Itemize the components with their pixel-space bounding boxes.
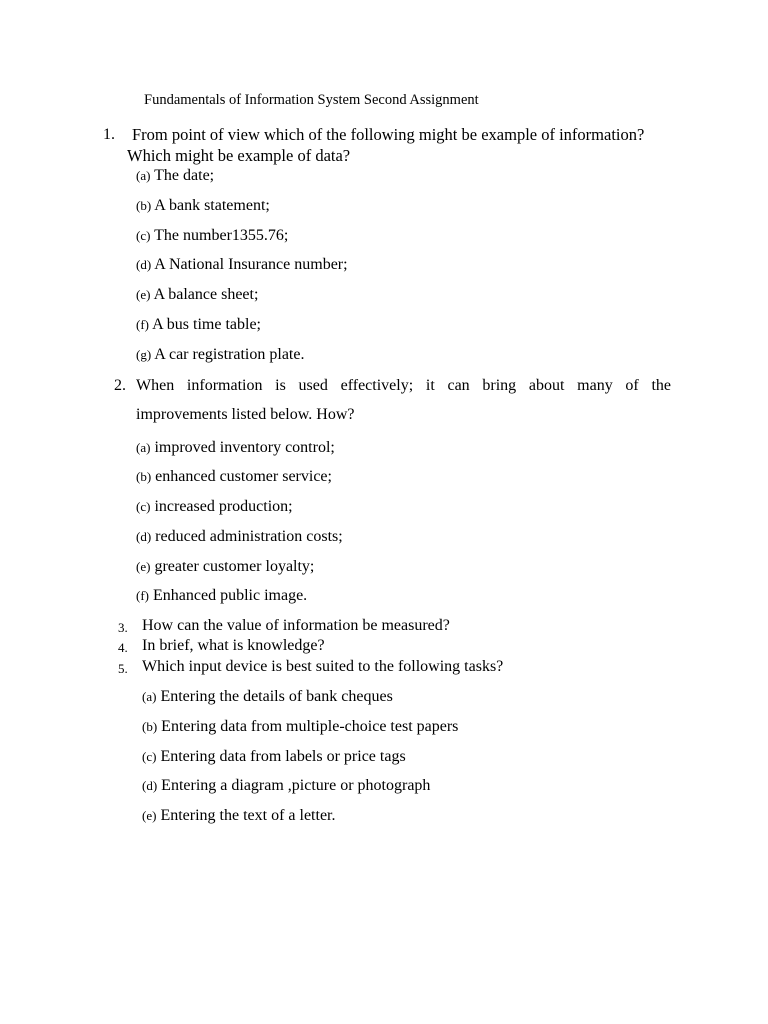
option-text: increased production; — [154, 498, 293, 515]
question-2-option-d — [136, 528, 343, 546]
question-2-option-f — [136, 587, 307, 605]
option-marker: (e) — [142, 808, 157, 823]
option-text: The date; — [154, 167, 215, 184]
question-2-option-b — [136, 468, 332, 486]
question-2-option-a — [136, 439, 335, 457]
option-marker: (d) — [142, 778, 158, 793]
option-text: Enhanced public image. — [153, 587, 308, 604]
document-title: Fundamentals of Information System Second Assignment — [144, 92, 479, 108]
option-text: improved inventory control; — [154, 439, 335, 456]
option-text: greater customer loyalty; — [154, 558, 315, 575]
option-marker: (e) — [136, 287, 151, 302]
question-2-number: 2. — [114, 377, 126, 394]
question-5-text: Which input device is best suited to the following tasks? — [142, 658, 504, 675]
option-text: A National Insurance number; — [154, 256, 348, 273]
option-marker: (c) — [142, 749, 157, 764]
question-2-option-c — [136, 498, 293, 516]
option-marker: (e) — [136, 559, 151, 574]
question-4-text: In brief, what is knowledge? — [142, 637, 325, 654]
option-marker: (d) — [136, 529, 152, 544]
option-text: Entering the text of a letter. — [160, 807, 336, 824]
option-marker: (f) — [136, 317, 149, 332]
question-1-option-e — [136, 286, 258, 304]
option-marker: (b) — [142, 719, 158, 734]
question-5-option-e — [142, 807, 335, 825]
option-text: enhanced customer service; — [155, 468, 332, 485]
question-5-option-a — [142, 688, 393, 706]
option-text: Entering a diagram ,picture or photograph — [161, 777, 431, 794]
question-1-option-c — [136, 227, 288, 245]
question-5-option-d — [142, 777, 430, 795]
question-3-number: 3. — [118, 620, 128, 635]
question-2-line-2: improvements listed below. How? — [136, 406, 355, 423]
question-1-option-a — [136, 167, 214, 185]
question-4-number: 4. — [118, 640, 128, 655]
question-3-text: How can the value of information be measured? — [142, 617, 450, 634]
question-1-option-d — [136, 256, 348, 274]
option-text: The number1355.76; — [154, 227, 289, 244]
option-text: Entering the details of bank cheques — [160, 688, 393, 705]
option-marker: (f) — [136, 588, 149, 603]
option-text: Entering data from labels or price tags — [160, 748, 406, 765]
option-marker: (g) — [136, 347, 152, 362]
question-1-option-b — [136, 197, 270, 215]
option-text: A balance sheet; — [153, 286, 259, 303]
question-1-line-1: From point of view which of the following might be example of information? — [132, 125, 645, 144]
option-marker: (c) — [136, 499, 151, 514]
question-1-option-g — [136, 346, 304, 364]
option-marker: (c) — [136, 228, 151, 243]
option-marker: (a) — [142, 689, 157, 704]
option-marker: (d) — [136, 257, 152, 272]
option-text: A car registration plate. — [154, 346, 305, 363]
option-text: reduced administration costs; — [155, 528, 343, 545]
question-1-number: 1. — [103, 126, 115, 143]
question-5-option-b — [142, 718, 458, 736]
question-2-line-1: When information is used effectively; it can bring about many of the — [136, 377, 671, 394]
option-marker: (b) — [136, 469, 152, 484]
option-text: A bus time table; — [152, 316, 261, 333]
option-marker: (b) — [136, 198, 152, 213]
question-5-number: 5. — [118, 661, 128, 676]
option-marker: (a) — [136, 440, 151, 455]
question-1-option-f — [136, 316, 261, 334]
option-text: A bank statement; — [154, 197, 270, 214]
question-2-option-e — [136, 558, 314, 576]
option-marker: (a) — [136, 168, 151, 183]
question-5-option-c — [142, 748, 406, 766]
question-1-line-2: Which might be example of data? — [127, 146, 351, 165]
option-text: Entering data from multiple-choice test papers — [161, 718, 459, 735]
